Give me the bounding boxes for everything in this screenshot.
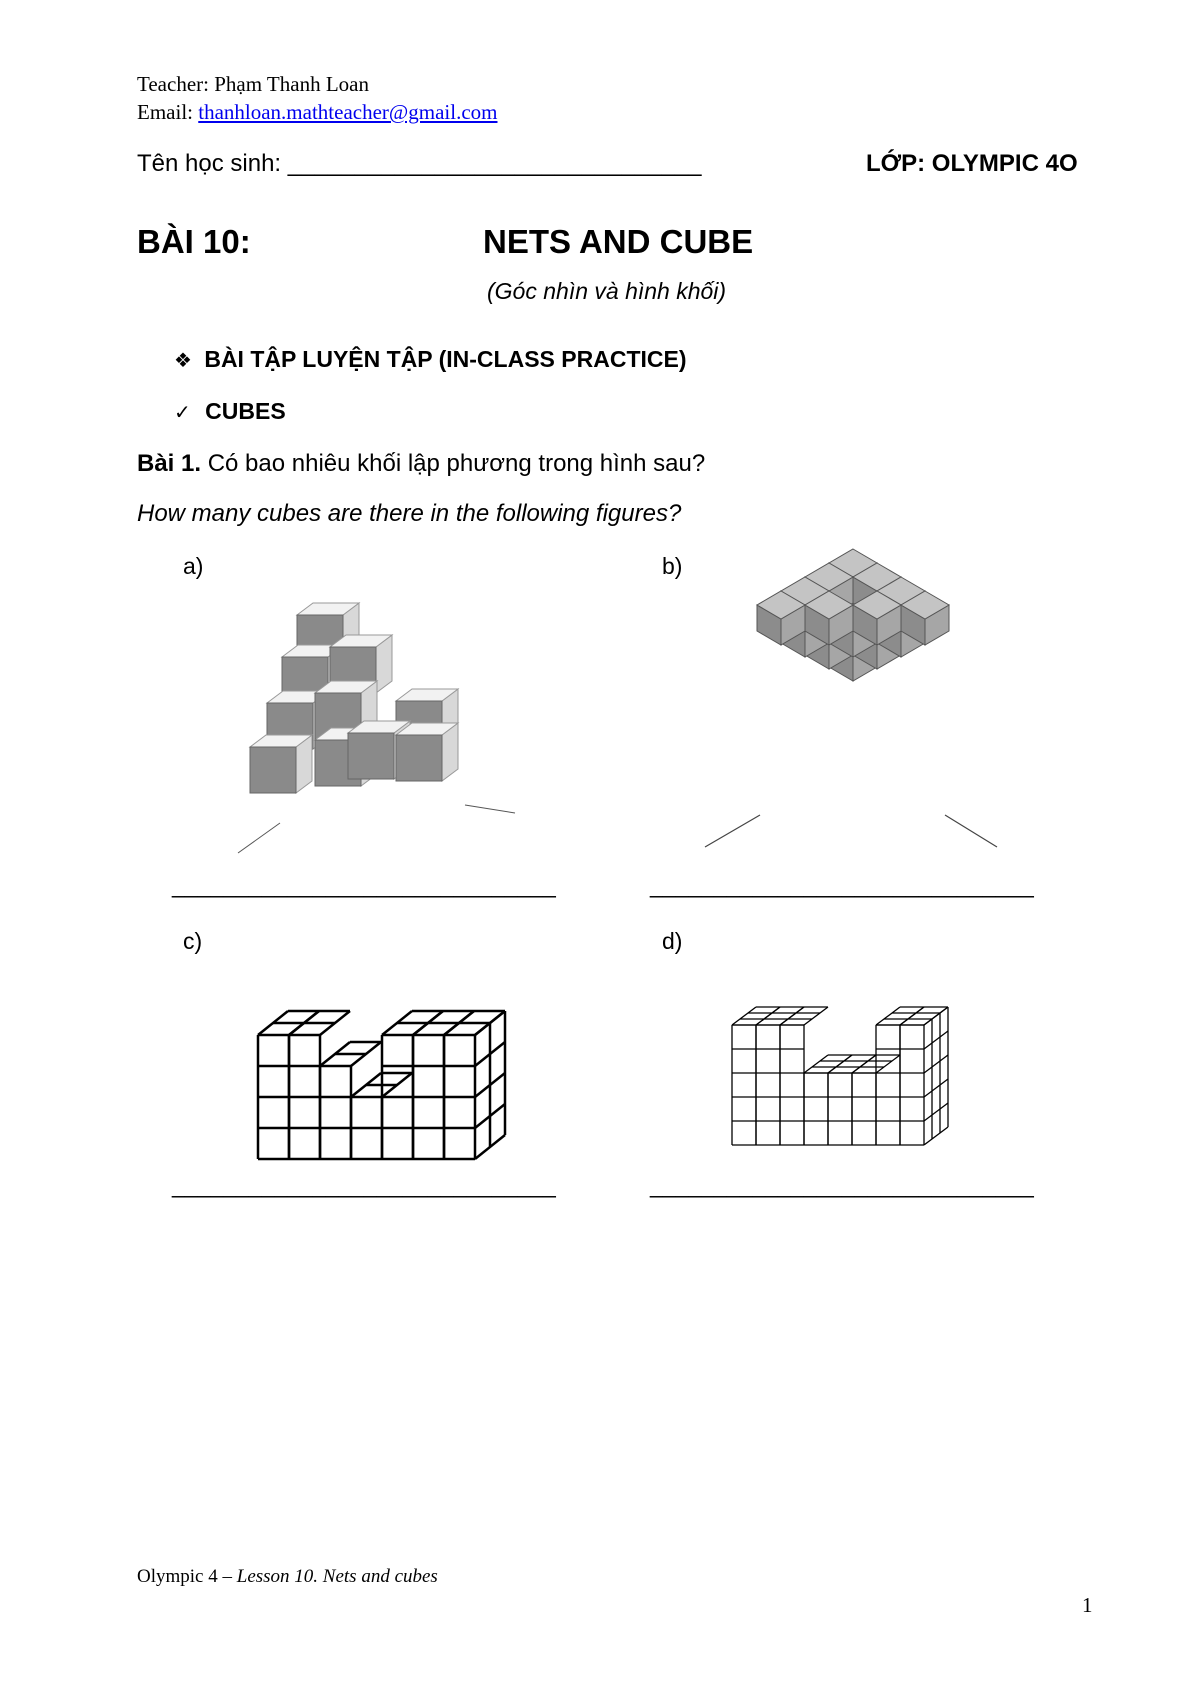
lesson-subtitle: (Góc nhìn và hình khối)	[487, 278, 727, 304]
grid-line	[924, 1079, 948, 1097]
figure-b-label: b)	[662, 553, 683, 579]
practice-heading-label: BÀI TẬP LUYỆN TẬP (IN-CLASS PRACTICE)	[204, 346, 687, 372]
grid-line	[924, 1031, 948, 1049]
cube-front-face	[396, 735, 442, 781]
figure-c-cubes	[255, 975, 505, 1155]
grid-line	[780, 1007, 804, 1025]
student-name-blank[interactable]: _______________________________	[287, 150, 702, 177]
teacher-name: Teacher: Phạm Thanh Loan	[137, 72, 369, 96]
cube-front-face	[250, 747, 296, 793]
cubes-heading-label: CUBES	[205, 398, 286, 424]
grid-line	[876, 1055, 900, 1073]
lesson-title: NETS AND CUBE	[483, 223, 754, 260]
figure-a-cubes	[220, 595, 520, 855]
figure-d-cubes	[730, 975, 980, 1145]
grid-line	[804, 1007, 828, 1025]
problem-1-en: How many cubes are there in the following figures?	[137, 500, 682, 527]
grid-line	[924, 1007, 948, 1025]
grid-line	[852, 1055, 876, 1073]
grid-line	[924, 1055, 948, 1073]
grid-line	[756, 1007, 780, 1025]
figure-a-label: a)	[183, 553, 204, 579]
student-name-line	[137, 150, 702, 178]
grid-line	[732, 1007, 756, 1025]
page-number: 1	[1082, 1593, 1093, 1617]
grid-line	[828, 1055, 852, 1073]
lesson-number: BÀI 10:	[137, 223, 251, 260]
class-label: LỚP: OLYMPIC 4O	[866, 150, 1078, 177]
figure-c-label: c)	[183, 928, 203, 954]
figure-b-cubes	[700, 595, 1010, 855]
figure-d-label: d)	[662, 928, 683, 954]
practice-heading	[174, 346, 687, 373]
student-name-label: Tên học sinh:	[137, 150, 288, 177]
figure-c-answer-line[interactable]: ______________________________	[172, 1172, 556, 1198]
figure-a-answer-line[interactable]: ______________________________	[172, 872, 556, 898]
grid-line	[804, 1055, 828, 1073]
email-label: Email:	[137, 100, 199, 124]
diamond-bullet-icon: ❖	[174, 348, 192, 372]
grid-line	[924, 1127, 948, 1145]
footer	[137, 1566, 438, 1588]
footer-lesson: Lesson 10. Nets and cubes	[236, 1566, 438, 1587]
grid-line	[900, 1007, 924, 1025]
grid-line	[924, 1103, 948, 1121]
check-bullet-icon: ✓	[174, 400, 191, 424]
grid-line	[876, 1007, 900, 1025]
figure-d-answer-line[interactable]: ______________________________	[650, 1172, 1034, 1198]
problem-1-text-vi: Có bao nhiêu khối lập phương trong hình sau?	[201, 450, 706, 477]
cubes-heading	[174, 398, 286, 425]
problem-1-number: Bài 1.	[137, 450, 202, 477]
figure-b-answer-line[interactable]: ______________________________	[650, 872, 1034, 898]
footer-course: Olympic 4 –	[137, 1566, 237, 1587]
problem-1-vi	[137, 450, 705, 478]
email-line	[137, 100, 497, 125]
cube-front-face	[348, 733, 394, 779]
email-link[interactable]: thanhloan.mathteacher@gmail.com	[198, 100, 498, 124]
